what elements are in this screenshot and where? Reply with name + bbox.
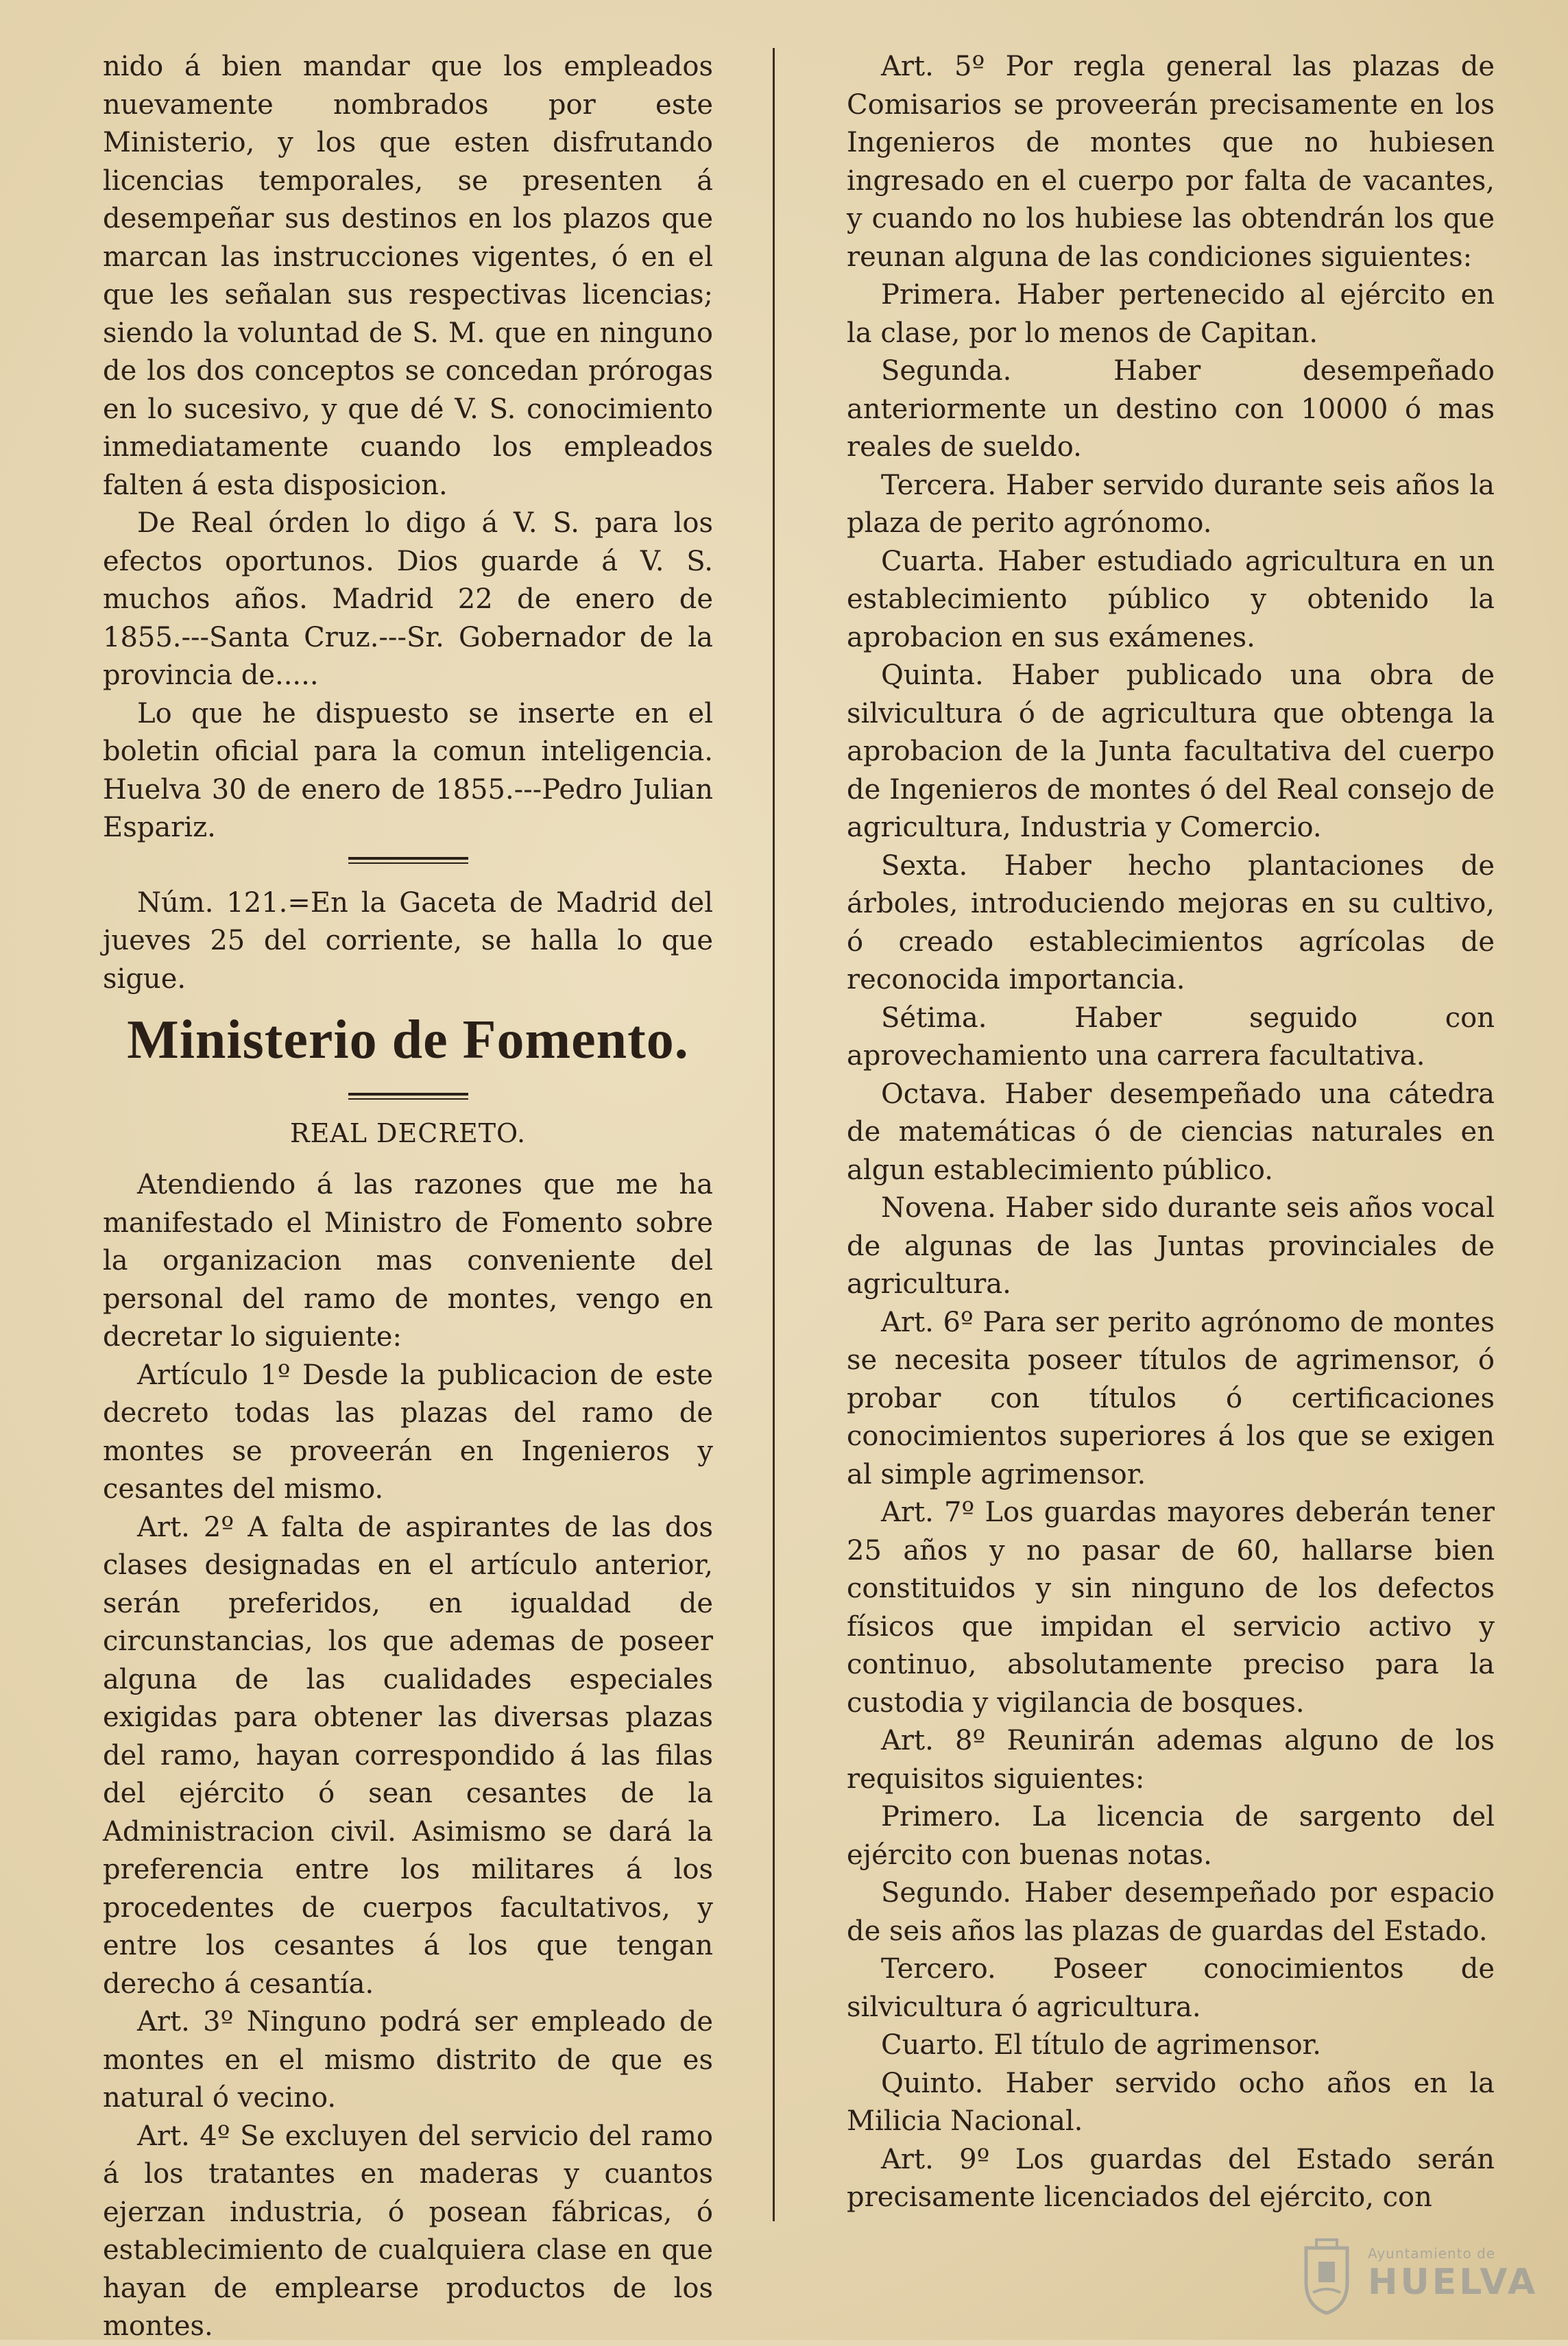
right-paragraph-1: Art. 5º Por regla general las plazas de Comisarios se proveerán precisamente en los Ingenieros de montes que no hubiesen ingresado en el cuerpo por falta de vacantes, y cuando no los hubiese las obtendrán los que reunan alguna de las condiciones siguientes:: [847, 51, 1495, 273]
left-paragraph-2: De Real órden lo digo á V. S. para los efectos oportunos. Dios guarde á V. S. muchos años. Madrid 22 de enero de 1855.---Santa Cruz.---Sr. Gobernador de la provincia de.....: [103, 507, 713, 691]
city-crest-icon: [1296, 2234, 1358, 2317]
title-divider: [348, 1093, 468, 1100]
right-paragraph-2: Primera. Haber pertenecido al ejército en la clase, por lo menos de Capitan.: [847, 279, 1495, 349]
right-paragraph-16: Tercero. Poseer conocimientos de silvicultura ó agricultura.: [847, 1953, 1495, 2023]
left-paragraph-1: nido á bien mandar que los empleados nuevamente nombrados por este Ministerio, y los que esten disfrutando licencias temporales, se presenten á desempeñar sus destinos en los plazos que marcan las instrucciones vigentes, ó en el que les señalan sus respectivas licencias; siendo la voluntad de S. M. que en ninguno de los dos conceptos se concedan prórogas en lo sucesivo, y que dé V. S. conocimiento inmediatamente cuando los empleados falten á esta disposicion.: [103, 51, 713, 501]
watermark-line1: Ayuntamiento de: [1368, 2245, 1496, 2262]
section-title: Ministerio de Fomento.: [127, 1010, 689, 1070]
left-paragraph-6: Artículo 1º Desde la publicacion de este decreto todas las plazas del ramo de montes se proveerán en Ingenieros y cesantes del mismo.: [103, 1359, 713, 1505]
right-paragraph-10: Novena. Haber sido durante seis años vocal de algunas de las Juntas provinciales de agricultura.: [847, 1192, 1495, 1300]
right-paragraph-6: Quinta. Haber publicado una obra de silvicultura ó de agricultura que obtenga la aprobacion de la Junta facultativa del cuerpo de Ingenieros de montes ó del Real consejo de agricultura, Industria y Comercio.: [847, 660, 1495, 843]
right-paragraph-11: Art. 6º Para ser perito agrónomo de montes se necesita poseer títulos de agrimensor, ó probar con títulos ó certificaciones conocimientos superiores á los que se exigen al simple agrimensor.: [847, 1306, 1495, 1490]
right-column: [847, 48, 1495, 2217]
watermark-logo: [1296, 2232, 1539, 2321]
section-divider: [348, 857, 468, 864]
right-paragraph-19: Art. 9º Los guardas del Estado serán precisamente licenciados del ejército, con: [847, 2143, 1495, 2213]
right-paragraph-13: Art. 8º Reunirán ademas alguno de los requisitos siguientes:: [847, 1725, 1495, 1795]
watermark-line2: HUELVA: [1368, 2262, 1539, 2303]
column-rule: [773, 48, 775, 2221]
right-paragraph-3: Segunda. Haber desempeñado anteriormente un destino con 10000 ó mas reales de sueldo.: [847, 355, 1495, 463]
left-paragraph-5: Atendiendo á las razones que me ha manifestado el Ministro de Fomento sobre la organizacion mas conveniente del personal del ramo de montes, vengo en decretar lo siguiente:: [103, 1169, 713, 1353]
right-paragraph-9: Octava. Haber desempeñado una cátedra de matemáticas ó de ciencias naturales en algun establecimiento público.: [847, 1078, 1495, 1186]
right-paragraph-17: Cuarto. El título de agrimensor.: [881, 2029, 1321, 2061]
left-paragraph-9: Art. 4º Se excluyen del servicio del ramo á los tratantes en maderas y cuantos ejerzan industria, ó posean fábricas, ó establecimiento de cualquiera clase en que hayan de emplearse productos de los montes.: [103, 2120, 713, 2342]
right-paragraph-18: Quinto. Haber servido ocho años en la Milicia Nacional.: [847, 2067, 1495, 2137]
right-paragraph-15: Segundo. Haber desempeñado por espacio de seis años las plazas de guardas del Estado.: [847, 1877, 1495, 1947]
right-paragraph-7: Sexta. Haber hecho plantaciones de árboles, introduciendo mejoras en su cultivo, ó creado establecimientos agrícolas de reconocida importancia.: [847, 849, 1495, 995]
right-paragraph-8: Sétima. Haber seguido con aprovechamiento una carrera facultativa.: [847, 1002, 1495, 1072]
left-paragraph-4: Núm. 121.=En la Gaceta de Madrid del jueves 25 del corriente, se halla lo que sigue.: [103, 886, 713, 995]
right-paragraph-12: Art. 7º Los guardas mayores deberán tener 25 años y no pasar de 60, hallarse bien constituidos y sin ninguno de los defectos físicos que impidan el servicio activo y continuo, absolutamente preciso para la custodia y vigilancia de bosques.: [847, 1497, 1495, 1719]
left-column: [103, 48, 713, 2346]
right-paragraph-14: Primero. La licencia de sargento del ejército con buenas notas.: [847, 1801, 1495, 1871]
section-subtitle: REAL DECRETO.: [289, 1118, 527, 1148]
left-paragraph-7: Art. 2º A falta de aspirantes de las dos clases designadas en el artículo anterior, serán preferidos, en igualdad de circunstancias, los que ademas de poseer alguna de las cualidades especiales exigidas para obtener las diversas plazas del ramo, hayan correspondido á las filas del ejército ó sean cesantes de la Administracion civil. Asimismo se dará la preferencia entre los militares á los procedentes de cuerpos facultativos, y entre los cesantes á los que tengan derecho á cesantía.: [103, 1511, 713, 2000]
right-paragraph-4: Tercera. Haber servido durante seis años la plaza de perito agrónomo.: [847, 469, 1495, 539]
right-paragraph-5: Cuarta. Haber estudiado agricultura en un establecimiento público y obtenido la aprobacion en sus exámenes.: [847, 545, 1495, 653]
left-paragraph-3: Lo que he dispuesto se inserte en el boletin oficial para la comun inteligencia. Huelva 30 de enero de 1855.---Pedro Julian Espariz.: [103, 697, 713, 843]
left-paragraph-8: Art. 3º Ninguno podrá ser empleado de montes en el mismo distrito de que es natural ó vecino.: [103, 2006, 713, 2114]
